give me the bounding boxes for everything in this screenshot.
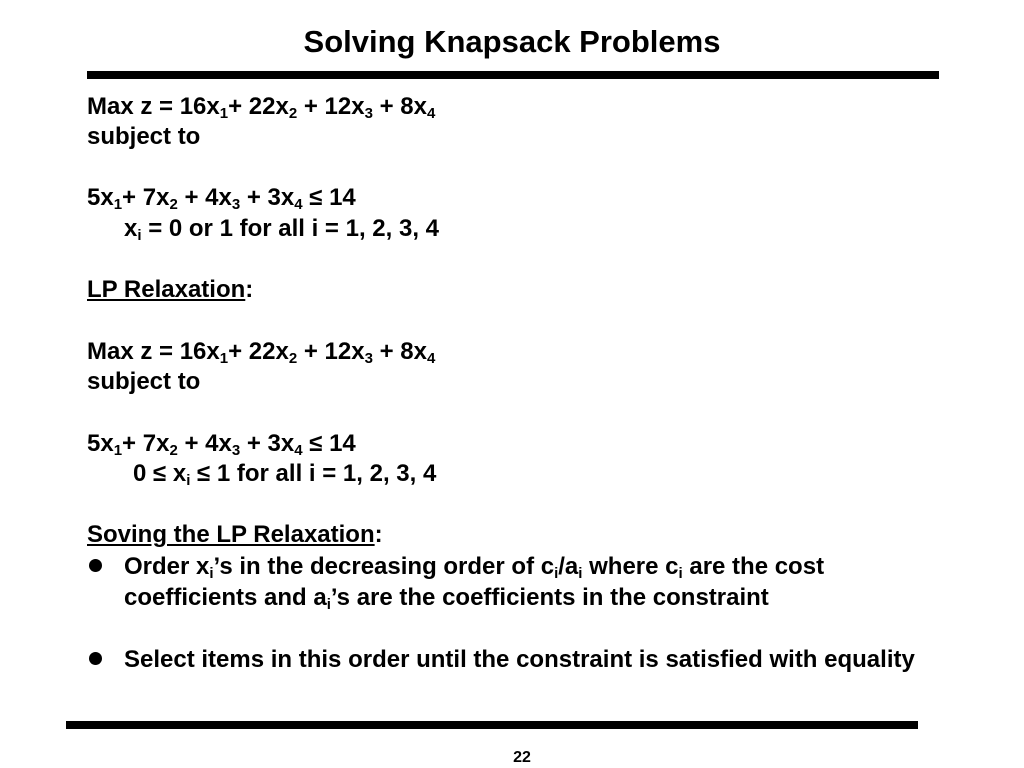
lp-subject-to-line: subject to xyxy=(87,368,201,395)
lp-bounds-line: $0 \le x_i \le 1$ for all i = 1, 2, 3, 4 xyxy=(133,460,437,489)
lp-objective-line: Max $z = 16x_1+ 22x_2 + 12x_3 + 8x_4$ xyxy=(87,338,436,367)
constraint-line: $5x_1+ 7x_2 + 4x_3 + 3x_4 \le 14$ xyxy=(87,184,356,213)
bullet-item-select: Select items in this order until the constraint is satisfied with equality xyxy=(124,646,915,673)
bullet-item-order: Order $x_i’s$ in the decreasing order of $c_i/a_i$ where $c_i$ are the cost coefficients and $a_i’s$ are the coefficients in the constraint xyxy=(124,553,825,613)
solving-heading: Soving the LP Relaxation: xyxy=(87,521,383,548)
lp-constraint-line: $5x_1+ 7x_2 + 4x_3 + 3x_4 \le 14$ xyxy=(87,430,356,459)
bottom-rule xyxy=(66,721,918,729)
bullet-dot-1 xyxy=(89,559,102,572)
slide-title: Solving Knapsack Problems xyxy=(303,24,721,59)
binary-domain-line: $x_i = 0$ or 1 for all i = 1, 2, 3, 4 xyxy=(124,215,440,244)
top-rule xyxy=(87,71,939,79)
subject-to-line: subject to xyxy=(87,123,201,150)
page-number: 22 xyxy=(513,749,531,766)
lp-relaxation-heading: LP Relaxation: xyxy=(87,276,254,303)
objective-line: Max $z = 16x_1+ 22x_2 + 12x_3 + 8x_4$ xyxy=(87,93,436,122)
bullet-dot-2 xyxy=(89,652,102,665)
